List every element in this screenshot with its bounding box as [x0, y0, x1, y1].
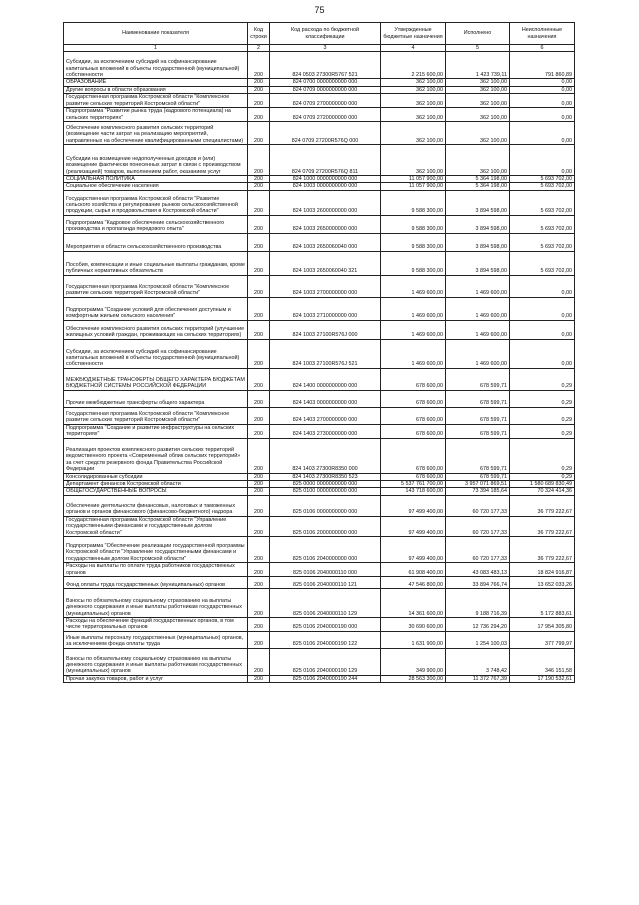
table-row — [64, 215, 575, 233]
cell-name: Субсидии на возмещение недополученных доходов и (или) возмещение фактически понесенных затрат в связи с производством (реализацией) товаров, выполнением работ, оказанием услуг — [64, 145, 248, 176]
cell-executed: 9 188 716,39 — [446, 588, 510, 617]
cell-unexecuted: 791 860,89 — [510, 52, 575, 79]
cell-name: Пособия, компенсации и иные социальные выплаты гражданам, кроме публичных нормативных обязательств — [64, 251, 248, 275]
cell-line: 200 — [248, 424, 270, 438]
cell-name: Государственная программа Костромской области "Управление государственными финансами и государственным долгом Костромской области" — [64, 516, 248, 536]
cell-name: Обеспечение комплексного развития сельских территорий (возмещение части затрат на реализацию мероприятий, направленных на обеспечение квалифицированными специалистами) — [64, 122, 248, 145]
cell-executed: 73 394 185,64 — [446, 488, 510, 495]
cell-line: 200 — [248, 488, 270, 495]
cell-line: 200 — [248, 516, 270, 536]
cell-approved: 1 469 600,00 — [381, 320, 446, 339]
cell-code: 825 0106 2040000000 000 — [270, 537, 381, 563]
table-row — [64, 488, 575, 495]
cell-code: 824 1003 0000000000 000 — [270, 183, 381, 190]
table-row — [64, 481, 575, 488]
column-number: 5 — [446, 45, 510, 52]
table-row — [64, 390, 575, 407]
cell-line: 200 — [248, 176, 270, 183]
cell-line: 200 — [248, 631, 270, 648]
cell-line: 200 — [248, 390, 270, 407]
cell-executed: 3 957 071 869,51 — [446, 481, 510, 488]
cell-line: 200 — [248, 563, 270, 577]
cell-code: 825 0000 0000000000 000 — [270, 481, 381, 488]
cell-unexecuted: 0,00 — [510, 94, 575, 108]
cell-approved: 1 631 900,00 — [381, 631, 446, 648]
cell-line: 200 — [248, 52, 270, 79]
cell-unexecuted: 36 779 222,67 — [510, 537, 575, 563]
table-row — [64, 537, 575, 563]
cell-name: ОБРАЗОВАНИЕ — [64, 79, 248, 86]
cell-executed: 5 364 198,00 — [446, 176, 510, 183]
cell-unexecuted: 0,00 — [510, 108, 575, 122]
cell-code: 825 0106 2040000190 244 — [270, 675, 381, 682]
cell-code: 825 0106 0000000000 000 — [270, 495, 381, 516]
cell-line: 200 — [248, 481, 270, 488]
cell-executed: 11 372 767,39 — [446, 675, 510, 682]
cell-unexecuted: 36 779 222,67 — [510, 495, 575, 516]
cell-code: 825 0106 2040000110 129 — [270, 588, 381, 617]
cell-executed: 12 736 294,20 — [446, 617, 510, 631]
cell-name: Мероприятия в области сельскохозяйственного производства — [64, 233, 248, 251]
cell-unexecuted: 1 580 689 830,49 — [510, 481, 575, 488]
cell-unexecuted: 0,00 — [510, 297, 575, 320]
cell-approved: 143 718 600,00 — [381, 488, 446, 495]
table-row — [64, 473, 575, 480]
cell-approved: 9 588 300,00 — [381, 233, 446, 251]
cell-name: Социальное обеспечение населения — [64, 183, 248, 190]
cell-unexecuted: 13 652 033,26 — [510, 576, 575, 588]
cell-name: Подпрограмма "Создание и развитие инфраструктуры на сельских территориях" — [64, 424, 248, 438]
cell-executed: 362 100,00 — [446, 79, 510, 86]
cell-approved: 61 908 400,00 — [381, 563, 446, 577]
cell-approved: 349 900,00 — [381, 648, 446, 675]
cell-executed: 362 100,00 — [446, 86, 510, 93]
cell-approved: 678 600,00 — [381, 407, 446, 424]
table-row — [64, 94, 575, 108]
cell-approved: 2 215 600,00 — [381, 52, 446, 79]
cell-line: 200 — [248, 122, 270, 145]
cell-unexecuted: 18 824 916,87 — [510, 563, 575, 577]
cell-name: Подпрограмма "Развитие рынка труда (кадрового потенциала) на сельских территориях" — [64, 108, 248, 122]
table-row — [64, 438, 575, 473]
cell-code: 824 1403 0000000000 000 — [270, 390, 381, 407]
cell-unexecuted: 5 693 702,00 — [510, 190, 575, 215]
cell-executed: 60 720 177,33 — [446, 495, 510, 516]
cell-name: Подпрограмма "Создание условий для обеспечения доступным и комфортным жильем сельского населения" — [64, 297, 248, 320]
header-approved: Утвержденные бюджетные назначения — [381, 23, 446, 45]
cell-line: 200 — [248, 233, 270, 251]
header-name: Наименование показателя — [64, 23, 248, 45]
cell-unexecuted: 0,29 — [510, 473, 575, 480]
cell-code: 825 0106 2040000190 122 — [270, 631, 381, 648]
cell-approved: 362 100,00 — [381, 122, 446, 145]
column-number-row — [64, 45, 575, 52]
cell-name: Прочая закупка товаров, работ и услуг — [64, 675, 248, 682]
cell-line: 200 — [248, 368, 270, 390]
cell-executed: 1 469 600,00 — [446, 339, 510, 368]
table-row — [64, 145, 575, 176]
cell-code: 824 0709 27200R576Q 000 — [270, 122, 381, 145]
table-body — [64, 52, 575, 683]
cell-unexecuted: 0,00 — [510, 79, 575, 86]
cell-line: 200 — [248, 79, 270, 86]
cell-unexecuted: 5 172 883,61 — [510, 588, 575, 617]
table-row — [64, 176, 575, 183]
cell-name: Государственная программа Костромской области "Развитие сельского хозяйства и регулирование рынков сельскохозяйственной продукции, сырья и продовольствия в Костромской области" — [64, 190, 248, 215]
table-row — [64, 495, 575, 516]
cell-code: 825 0106 2040000190 000 — [270, 617, 381, 631]
cell-unexecuted: 0,00 — [510, 275, 575, 297]
cell-name: Расходы на выплаты по оплате труда работников государственных органов — [64, 563, 248, 577]
cell-code: 824 1403 2730000000 000 — [270, 424, 381, 438]
cell-executed: 678 599,71 — [446, 473, 510, 480]
cell-name: Другие вопросы в области образования — [64, 86, 248, 93]
cell-unexecuted: 70 324 414,36 — [510, 488, 575, 495]
cell-code: 824 1403 2700000000 000 — [270, 407, 381, 424]
cell-unexecuted: 5 693 702,00 — [510, 215, 575, 233]
cell-line: 200 — [248, 108, 270, 122]
cell-approved: 678 600,00 — [381, 438, 446, 473]
table-row — [64, 52, 575, 79]
cell-code: 825 0106 2040000110 000 — [270, 563, 381, 577]
cell-line: 200 — [248, 190, 270, 215]
cell-approved: 362 100,00 — [381, 108, 446, 122]
table-row — [64, 297, 575, 320]
column-number: 6 — [510, 45, 575, 52]
cell-line: 200 — [248, 275, 270, 297]
cell-unexecuted: 0,00 — [510, 320, 575, 339]
cell-approved: 14 361 600,00 — [381, 588, 446, 617]
cell-name: Государственная программа Костромской области "Комплексное развитие сельских территорий Костромской области" — [64, 94, 248, 108]
cell-code: 824 1000 0000000000 000 — [270, 176, 381, 183]
cell-line: 200 — [248, 407, 270, 424]
cell-executed: 3 894 598,00 — [446, 251, 510, 275]
cell-executed: 362 100,00 — [446, 145, 510, 176]
cell-unexecuted: 5 693 702,00 — [510, 233, 575, 251]
cell-line: 200 — [248, 617, 270, 631]
cell-approved: 30 690 600,00 — [381, 617, 446, 631]
cell-executed: 5 364 198,00 — [446, 183, 510, 190]
table-row — [64, 79, 575, 86]
cell-line: 200 — [248, 320, 270, 339]
cell-executed: 3 894 598,00 — [446, 190, 510, 215]
header-line-code: Код строки — [248, 23, 270, 45]
cell-name: ОБЩЕГОСУДАРСТВЕННЫЕ ВОПРОСЫ — [64, 488, 248, 495]
cell-executed: 362 100,00 — [446, 94, 510, 108]
table-row — [64, 275, 575, 297]
cell-approved: 11 057 900,00 — [381, 176, 446, 183]
cell-line: 200 — [248, 215, 270, 233]
table-header-row — [64, 23, 575, 45]
cell-executed: 1 254 100,03 — [446, 631, 510, 648]
cell-line: 200 — [248, 86, 270, 93]
table-row — [64, 368, 575, 390]
cell-executed: 3 894 598,00 — [446, 233, 510, 251]
cell-code: 824 1400 0000000000 000 — [270, 368, 381, 390]
table-row — [64, 339, 575, 368]
cell-unexecuted: 0,00 — [510, 145, 575, 176]
cell-unexecuted: 0,29 — [510, 438, 575, 473]
cell-unexecuted: 5 693 702,00 — [510, 251, 575, 275]
cell-approved: 97 499 400,00 — [381, 516, 446, 536]
cell-code: 824 1403 27300R8350 523 — [270, 473, 381, 480]
cell-unexecuted: 0,00 — [510, 86, 575, 93]
cell-line: 200 — [248, 297, 270, 320]
cell-approved: 362 100,00 — [381, 145, 446, 176]
cell-unexecuted: 17 954 305,80 — [510, 617, 575, 631]
cell-code: 825 0106 2040000110 121 — [270, 576, 381, 588]
cell-approved: 5 537 761 700,00 — [381, 481, 446, 488]
cell-name: Департамент финансов Костромской области — [64, 481, 248, 488]
header-executed: Исполнено — [446, 23, 510, 45]
cell-name: Государственная программа Костромской области "Комплексное развитие сельских территорий Костромской области" — [64, 407, 248, 424]
cell-approved: 678 600,00 — [381, 368, 446, 390]
cell-line: 200 — [248, 183, 270, 190]
cell-name: Иные выплаты персоналу государственных (муниципальных) органов, за исключением фонда оплаты труда — [64, 631, 248, 648]
cell-code: 825 0100 0000000000 000 — [270, 488, 381, 495]
cell-name: Подпрограмма "Кадровое обеспечение сельскохозяйственного производства и пропаганда передового опыта" — [64, 215, 248, 233]
cell-code: 824 0709 2720000000 000 — [270, 108, 381, 122]
cell-executed: 33 894 766,74 — [446, 576, 510, 588]
cell-line: 200 — [248, 576, 270, 588]
cell-executed: 678 599,71 — [446, 390, 510, 407]
cell-unexecuted: 346 151,58 — [510, 648, 575, 675]
cell-unexecuted: 0,00 — [510, 122, 575, 145]
cell-approved: 9 588 300,00 — [381, 251, 446, 275]
cell-code: 824 1003 2700000000 000 — [270, 275, 381, 297]
cell-approved: 28 563 300,00 — [381, 675, 446, 682]
cell-executed: 678 599,71 — [446, 368, 510, 390]
cell-code: 824 1003 2600000000 000 — [270, 190, 381, 215]
cell-line: 200 — [248, 537, 270, 563]
cell-line: 200 — [248, 145, 270, 176]
cell-code: 824 0503 27300R5767 521 — [270, 52, 381, 79]
cell-executed: 3 894 598,00 — [446, 215, 510, 233]
cell-name: СОЦИАЛЬНАЯ ПОЛИТИКА — [64, 176, 248, 183]
cell-line: 200 — [248, 94, 270, 108]
table-row — [64, 576, 575, 588]
column-number: 3 — [270, 45, 381, 52]
cell-approved: 9 588 300,00 — [381, 190, 446, 215]
cell-executed: 1 469 600,00 — [446, 297, 510, 320]
cell-unexecuted: 0,29 — [510, 407, 575, 424]
cell-approved: 678 600,00 — [381, 473, 446, 480]
cell-line: 200 — [248, 251, 270, 275]
column-number: 2 — [248, 45, 270, 52]
cell-approved: 1 469 600,00 — [381, 339, 446, 368]
cell-approved: 362 100,00 — [381, 86, 446, 93]
cell-unexecuted: 0,00 — [510, 339, 575, 368]
table-row — [64, 516, 575, 536]
cell-executed: 60 720 177,33 — [446, 516, 510, 536]
cell-executed: 362 100,00 — [446, 108, 510, 122]
cell-executed: 1 423 739,11 — [446, 52, 510, 79]
table-row — [64, 183, 575, 190]
cell-approved: 97 499 400,00 — [381, 537, 446, 563]
table-row — [64, 648, 575, 675]
cell-name: Субсидии, за исключением субсидий на софинансирование капитальных вложений в объекты государственной (муниципальной) собственности — [64, 339, 248, 368]
cell-approved: 47 546 800,00 — [381, 576, 446, 588]
cell-name: Взносы по обязательному социальному страхованию на выплаты денежного содержания и иные выплаты работникам государственных (муниципальных) органов — [64, 648, 248, 675]
table-row — [64, 424, 575, 438]
header-expense-code: Код расхода по бюджетной классификации — [270, 23, 381, 45]
cell-line: 200 — [248, 339, 270, 368]
cell-line: 200 — [248, 588, 270, 617]
cell-code: 825 0106 2000000000 000 — [270, 516, 381, 536]
cell-name: Подпрограмма "Обеспечение реализации государственной программы Костромской области "Управление государственными финансами и государственным долгом Костромской области" — [64, 537, 248, 563]
cell-code: 824 1003 2650060040 000 — [270, 233, 381, 251]
cell-approved: 1 469 600,00 — [381, 297, 446, 320]
cell-unexecuted: 0,29 — [510, 368, 575, 390]
header-unexecuted: Неисполненные назначения — [510, 23, 575, 45]
cell-approved: 11 057 900,00 — [381, 183, 446, 190]
cell-executed: 362 100,00 — [446, 122, 510, 145]
table-row — [64, 251, 575, 275]
cell-executed: 678 599,71 — [446, 438, 510, 473]
table-row — [64, 563, 575, 577]
cell-name: Расходы на обеспечение функций государственных органов, в том числе территориальных органов — [64, 617, 248, 631]
cell-approved: 678 600,00 — [381, 390, 446, 407]
cell-executed: 678 599,71 — [446, 424, 510, 438]
cell-unexecuted: 36 779 222,67 — [510, 516, 575, 536]
cell-code: 824 1003 2650000000 000 — [270, 215, 381, 233]
cell-code: 824 0709 2700000000 000 — [270, 94, 381, 108]
cell-unexecuted: 5 693 702,00 — [510, 183, 575, 190]
table-row — [64, 122, 575, 145]
cell-code: 824 1003 2710000000 000 — [270, 297, 381, 320]
table-row — [64, 320, 575, 339]
table-row — [64, 86, 575, 93]
cell-approved: 362 100,00 — [381, 94, 446, 108]
cell-code: 824 1003 2650060040 321 — [270, 251, 381, 275]
cell-line: 200 — [248, 495, 270, 516]
cell-name: Консолидированные субсидии — [64, 473, 248, 480]
cell-name: Фонд оплаты труда государственных (муниципальных) органов — [64, 576, 248, 588]
table-row — [64, 190, 575, 215]
cell-approved: 678 600,00 — [381, 424, 446, 438]
cell-executed: 1 469 600,00 — [446, 275, 510, 297]
table-row — [64, 617, 575, 631]
budget-execution-table — [63, 22, 575, 683]
cell-executed: 1 469 600,00 — [446, 320, 510, 339]
cell-name: Реализация проектов комплексного развития сельских территорий ведомственного проекта «Современный облик сельских территорий» за счет средств резервного фонда Правительства Российской Федерации — [64, 438, 248, 473]
cell-executed: 3 748,42 — [446, 648, 510, 675]
cell-code: 825 0106 2040000190 129 — [270, 648, 381, 675]
table-row — [64, 407, 575, 424]
table-row — [64, 233, 575, 251]
cell-executed: 43 083 483,13 — [446, 563, 510, 577]
table-row — [64, 108, 575, 122]
cell-executed: 678 599,71 — [446, 407, 510, 424]
cell-line: 200 — [248, 675, 270, 682]
cell-unexecuted: 0,29 — [510, 424, 575, 438]
cell-code: 824 0709 0000000000 000 — [270, 86, 381, 93]
cell-line: 200 — [248, 438, 270, 473]
cell-code: 824 0700 0000000000 000 — [270, 79, 381, 86]
cell-line: 200 — [248, 648, 270, 675]
cell-approved: 362 100,00 — [381, 79, 446, 86]
cell-name: Субсидии, за исключением субсидий на софинансирование капитальных вложений в объекты государственной (муниципальной) собственности — [64, 52, 248, 79]
cell-code: 824 1403 27300R8350 000 — [270, 438, 381, 473]
cell-code: 824 1003 27100R576J 000 — [270, 320, 381, 339]
cell-approved: 97 499 400,00 — [381, 495, 446, 516]
cell-approved: 1 469 600,00 — [381, 275, 446, 297]
cell-unexecuted: 17 190 532,61 — [510, 675, 575, 682]
cell-name: МЕЖБЮДЖЕТНЫЕ ТРАНСФЕРТЫ ОБЩЕГО ХАРАКТЕРА БЮДЖЕТАМ БЮДЖЕТНОЙ СИСТЕМЫ РОССИЙСКОЙ ФЕДЕРАЦИИ — [64, 368, 248, 390]
cell-name: Обеспечение деятельности финансовых, налоговых и таможенных органов и органов финансового (финансово-бюджетного) надзора — [64, 495, 248, 516]
cell-unexecuted: 5 693 702,00 — [510, 176, 575, 183]
column-number: 1 — [64, 45, 248, 52]
cell-code: 824 1003 27100R576J 521 — [270, 339, 381, 368]
cell-unexecuted: 0,29 — [510, 390, 575, 407]
cell-name: Прочие межбюджетные трансферты общего характера — [64, 390, 248, 407]
cell-name: Взносы по обязательному социальному страхованию на выплаты денежного содержания и иные выплаты работникам государственных (муниципальных) органов — [64, 588, 248, 617]
column-number: 4 — [381, 45, 446, 52]
table-row — [64, 631, 575, 648]
cell-name: Обеспечение комплексного развития сельских территорий (улучшение жилищных условий граждан, проживающих на сельских территориях) — [64, 320, 248, 339]
cell-line: 200 — [248, 473, 270, 480]
table-row — [64, 675, 575, 682]
cell-unexecuted: 377 799,97 — [510, 631, 575, 648]
page-number: 75 — [314, 5, 325, 15]
cell-name: Государственная программа Костромской области "Комплексное развитие сельских территорий Костромской области" — [64, 275, 248, 297]
cell-executed: 60 720 177,33 — [446, 537, 510, 563]
cell-code: 824 0709 27200R576Q 811 — [270, 145, 381, 176]
cell-approved: 9 588 300,00 — [381, 215, 446, 233]
table-row — [64, 588, 575, 617]
